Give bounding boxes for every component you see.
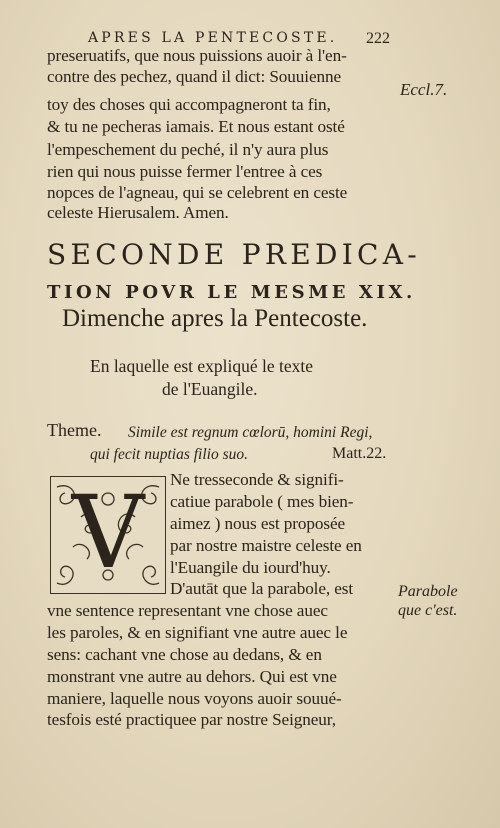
text-line: sens: cachant vne chose au dedans, & en bbox=[47, 645, 322, 664]
theme-latin-line-1: Simile est regnum cœlorū, homini Regi, bbox=[128, 424, 373, 441]
sermon-title-line-2: TION POVR LE MESME XIX. bbox=[47, 282, 416, 303]
text-line: rien qui nous puisse fermer l'entree à ces bbox=[47, 162, 323, 181]
text-line: l'empeschement du peché, il n'y aura plus bbox=[47, 140, 329, 159]
text-line: vne sentence representant vne chose auec bbox=[47, 601, 328, 620]
margin-note-parabole-2: que c'est. bbox=[398, 602, 458, 619]
text-line: toy des choses qui accompagneront ta fin, bbox=[47, 95, 331, 114]
theme-reference: Matt.22. bbox=[332, 445, 387, 462]
subheading-line-1: En laquelle est expliqué le texte bbox=[90, 356, 314, 376]
text-line: D'autāt que la parabole, est bbox=[170, 579, 354, 598]
text-line: monstrant vne autre au dehors. Qui est vne bbox=[47, 667, 337, 686]
text-line: & tu ne pecheras iamais. Et nous estant osté bbox=[47, 117, 345, 136]
text-line: celeste Hierusalem. Amen. bbox=[47, 203, 229, 222]
margin-note-parabole: Parabole bbox=[398, 583, 458, 600]
text-line: les paroles, & en signifiant vne autre auec le bbox=[47, 623, 348, 642]
text-line: tesfois esté practiquee par nostre Seigneur, bbox=[47, 710, 336, 729]
subheading-line-2: de l'Euangile. bbox=[162, 379, 258, 399]
running-title: APRES LA PENTECOSTE. bbox=[88, 30, 338, 46]
text-line: Ne tresseconde & signifi- bbox=[170, 470, 344, 489]
text-line: preseruatifs, que nous puissions auoir à l'en- bbox=[47, 46, 347, 65]
text-line: l'Euangile du iourd'huy. bbox=[170, 558, 331, 577]
decorated-initial bbox=[50, 476, 166, 594]
text-line: nopces de l'agneau, qui se celebrent en ceste bbox=[47, 183, 348, 202]
sermon-title-line-1: SECONDE PREDICA- bbox=[47, 238, 422, 271]
text-line: maniere, laquelle nous voyons auoir souué- bbox=[47, 689, 342, 708]
margin-note-reference: Eccl.7. bbox=[400, 80, 448, 99]
text-line: contre des pechez, quand il dict: Souuienne bbox=[47, 67, 341, 86]
text-line: par nostre maistre celeste en bbox=[170, 536, 362, 555]
theme-label: Theme. bbox=[47, 420, 102, 440]
text-line: aimez ) nous est proposée bbox=[170, 514, 346, 533]
page-number: 222 bbox=[366, 30, 390, 47]
theme-latin-line-2: qui fecit nuptias filio suo. bbox=[90, 446, 249, 463]
initial-letter: V bbox=[71, 474, 145, 591]
sermon-title-line-3: Dimenche apres la Pentecoste. bbox=[62, 305, 368, 332]
text-line: catiue parabole ( mes bien- bbox=[170, 492, 354, 511]
